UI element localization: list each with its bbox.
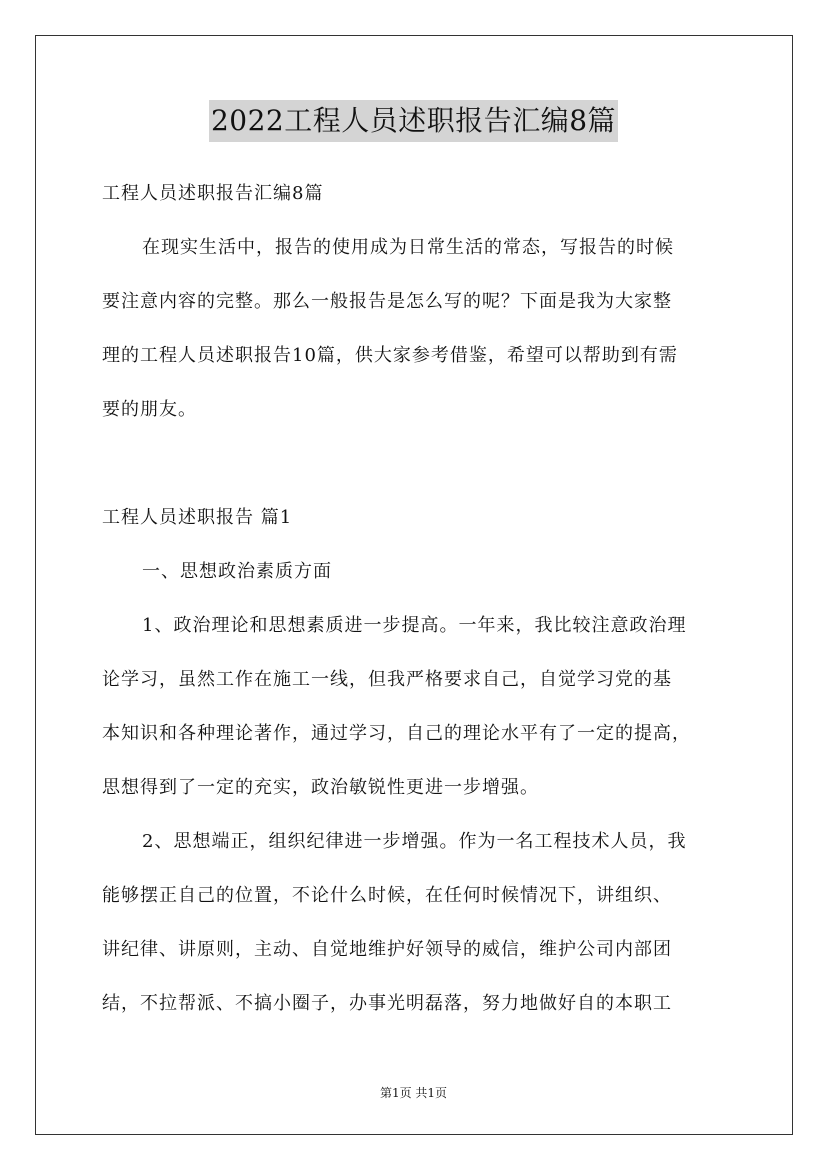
- intro-line-1: 在现实生活中，报告的使用成为日常生活的常态，写报告的时候: [142, 237, 674, 258]
- page-footer: 第1页 共1页: [379, 1086, 448, 1100]
- para2-line-4: 结，不拉帮派、不搞小圈子，办事光明磊落，努力地做好自的本职工: [102, 993, 672, 1014]
- section-heading: 工程人员述职报告 篇1: [102, 507, 293, 528]
- para2-line-3: 讲纪律、讲原则，主动、自觉地维护好领导的威信，维护公司内部团: [102, 939, 672, 960]
- para1-line-4: 思想得到了一定的充实，政治敏锐性更进一步增强。: [102, 777, 539, 798]
- document-subtitle: 工程人员述职报告汇编8篇: [102, 183, 324, 204]
- para2-line-2: 能够摆正自己的位置，不论什么时候，在任何时候情况下，讲组织、: [102, 885, 672, 906]
- para1-line-1: 1、政治理论和思想素质进一步提高。一年来，我比较注意政治理: [142, 615, 687, 636]
- title-container: [0, 100, 827, 142]
- para1-line-3: 本知识和各种理论著作，通过学习，自己的理论水平有了一定的提高，: [102, 723, 691, 744]
- para2-line-1: 2、思想端正，组织纪律进一步增强。作为一名工程技术人员，我: [142, 831, 687, 852]
- para1-line-2: 论学习，虽然工作在施工一线，但我严格要求自己，自觉学习党的基: [102, 669, 672, 690]
- intro-line-4: 要的朋友。: [102, 399, 197, 420]
- sub-heading: 一、思想政治素质方面: [142, 561, 332, 582]
- document-title: 2022工程人员述职报告汇编8篇: [209, 100, 618, 142]
- intro-line-2: 要注意内容的完整。那么一般报告是怎么写的呢？下面是我为大家整: [102, 291, 672, 312]
- intro-line-3: 理的工程人员述职报告10篇，供大家参考借鉴，希望可以帮助到有需: [102, 345, 678, 366]
